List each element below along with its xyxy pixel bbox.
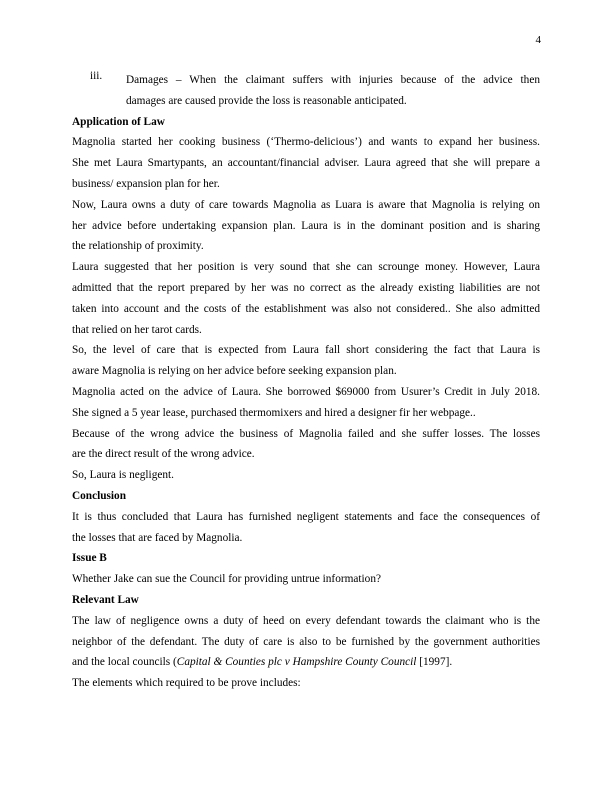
paragraph-line: It is thus concluded that Laura has furnished negligent statements and face the consequences of bbox=[72, 510, 540, 523]
heading-issue-b: Issue B bbox=[72, 552, 107, 565]
paragraph-line: taken into account and the costs of the establishment was also not considered.. She also admitted bbox=[72, 302, 540, 315]
paragraph-line: the relationship of proximity. bbox=[72, 240, 204, 253]
paragraph-line: that relied on her tarot cards. bbox=[72, 323, 202, 336]
paragraph-loan bbox=[72, 382, 540, 424]
paragraph-line: Because of the wrong advice the business of Magnolia failed and she suffer losses. The losses bbox=[72, 427, 540, 440]
list-item-damages bbox=[72, 70, 540, 112]
paragraph-line: She signed a 5 year lease, purchased thermomixers and hired a designer fir her webpage.. bbox=[72, 406, 476, 419]
list-marker: iii. bbox=[90, 70, 103, 82]
citation-prefix: and the local councils ( bbox=[72, 656, 177, 669]
paragraph-line: The law of negligence owns a duty of heed on every defendant towards the claimant who is the bbox=[72, 614, 540, 627]
paragraph-line: Laura suggested that her position is very sound that she can scrounge money. However, Laura bbox=[72, 261, 540, 274]
paragraph-line-with-citation bbox=[72, 652, 540, 673]
paragraph-line: So, the level of care that is expected from Laura fall short considering the fact that Laura is bbox=[72, 344, 540, 357]
paragraph-issue-b: Whether Jake can sue the Council for providing untrue information? bbox=[72, 573, 381, 586]
paragraph-report bbox=[72, 257, 540, 340]
paragraph-line: neighbor of the defendant. The duty of care is also to be furnished by the government authorities bbox=[72, 635, 540, 648]
heading-conclusion: Conclusion bbox=[72, 489, 126, 502]
list-item-line: Damages – When the claimant suffers with injuries because of the advice then bbox=[126, 74, 540, 86]
paragraph-conclusion bbox=[72, 507, 540, 549]
heading-relevant-law: Relevant Law bbox=[72, 593, 139, 606]
page-number: 4 bbox=[535, 34, 541, 46]
paragraph-line: Magnolia acted on the advice of Laura. She borrowed $69000 from Usurer’s Credit in July 2018. bbox=[72, 385, 540, 398]
paragraph-line: Magnolia started her cooking business (‘Thermo-delicious’) and wants to expand her business. bbox=[72, 136, 540, 149]
paragraph-magnolia-business bbox=[72, 132, 540, 194]
paragraph-line: the losses that are faced by Magnolia. bbox=[72, 531, 243, 544]
paragraph-elements: The elements which required to be prove includes: bbox=[72, 677, 301, 690]
case-citation: Capital & Counties plc v Hampshire County Council bbox=[176, 656, 417, 669]
citation-year: [1997]. bbox=[416, 656, 453, 669]
paragraph-negligent: So, Laura is negligent. bbox=[72, 469, 174, 482]
paragraph-line: aware Magnolia is relying on her advice before seeking expansion plan. bbox=[72, 365, 397, 378]
paragraph-line: Now, Laura owns a duty of care towards Magnolia as Luara is aware that Magnolia is relying on bbox=[72, 198, 540, 211]
paragraph-relevant-law bbox=[72, 611, 540, 673]
document-body bbox=[72, 70, 540, 694]
list-item-line: damages are caused provide the loss is reasonable anticipated. bbox=[126, 94, 407, 107]
paragraph-duty-of-care bbox=[72, 195, 540, 257]
paragraph-line: business/ expansion plan for her. bbox=[72, 177, 220, 190]
paragraph-level-of-care bbox=[72, 340, 540, 382]
paragraph-losses bbox=[72, 424, 540, 466]
heading-application-of-law: Application of Law bbox=[72, 115, 165, 128]
paragraph-line: admitted that the report prepared by her was no correct as the already existing liabilities are not bbox=[72, 281, 540, 294]
paragraph-line: She met Laura Smartypants, an accountant/financial adviser. Laura agreed that she will prepare a bbox=[72, 157, 540, 170]
paragraph-line: her advice before undertaking expansion plan. Laura is in the dominant position and is sharing bbox=[72, 219, 540, 232]
paragraph-line: are the direct result of the wrong advice. bbox=[72, 448, 255, 461]
